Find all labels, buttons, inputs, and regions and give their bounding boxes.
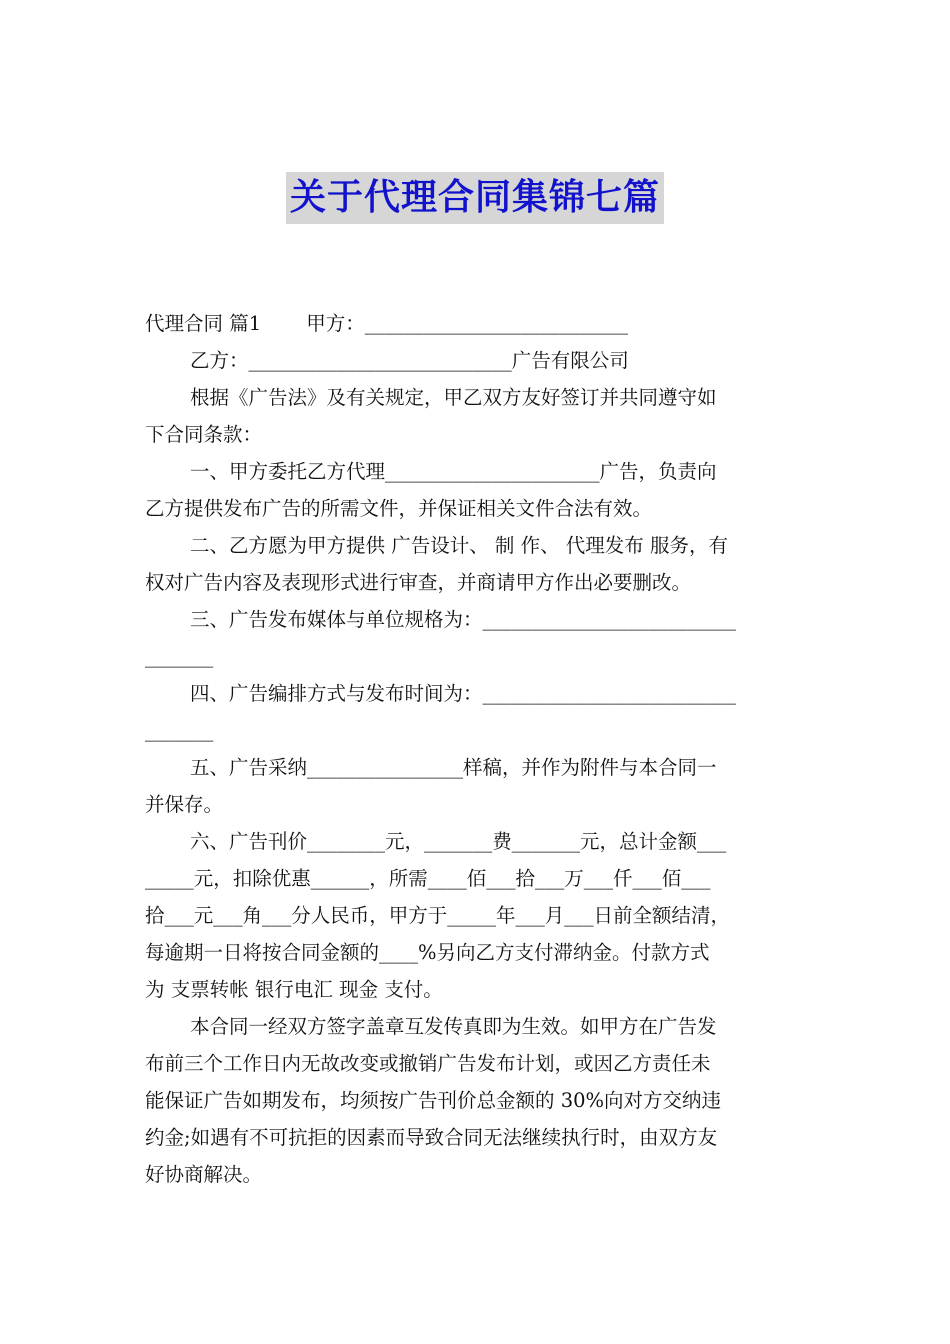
text-line: 五、广告采纳________________样稿，并作为附件与本合同一 [190,756,717,779]
text-line: 为 支票转帐 银行电汇 现金 支付。 [145,978,443,1001]
text-line: 二、乙方愿为甲方提供 广告设计、 制 作、 代理发布 服务，有 [190,534,728,557]
text-line: 三、广告发布媒体与单位规格为：__________________________ [190,608,737,631]
document-body [145,305,809,1193]
text-line: 拾___元___角___分人民币，甲方于_____年___月___日前全额结清， [145,904,731,927]
text-line: 好协商解决。 [145,1163,263,1186]
text-line: 约金;如遇有不可抗拒的因素而导致合同无法继续执行时，由双方友 [145,1126,718,1149]
text-line: 一、甲方委托乙方代理______________________广告，负责向 [190,460,717,483]
text-line: 四、广告编排方式与发布时间为：__________________________ [190,682,737,705]
text-line: _____元，扣除优惠______，所需____佰___拾___万___仟___佰___ [145,867,711,890]
text-line: 乙方：___________________________广告有限公司 [190,349,629,372]
text-line: 权对广告内容及表现形式进行审查，并商请甲方作出必要删改。 [145,571,692,594]
title-container [0,172,950,224]
text-line: _______ [145,719,214,742]
text-line: 代理合同 篇1 甲方：___________________________ [145,312,629,335]
text-line: 并保存。 [145,793,224,816]
text-line: 下合同条款： [145,423,263,446]
text-line: 能保证广告如期发布，均须按广告刊价总金额的 30%向对方交纳违 [145,1089,722,1112]
text-line: 乙方提供发布广告的所需文件，并保证相关文件合法有效。 [145,497,653,520]
text-line: 每逾期一日将按合同金额的____%另向乙方支付滞纳金。付款方式 [145,941,710,964]
text-line: 六、广告刊价________元，_______费_______元，总计金额___ [190,830,727,853]
text-line: 布前三个工作日内无故改变或撤销广告发布计划，或因乙方责任未 [145,1052,711,1075]
document-title: 关于代理合同集锦七篇 [286,172,664,224]
text-line: 本合同一经双方签字盖章互发传真即为生效。如甲方在广告发 [190,1015,717,1038]
text-line: 根据《广告法》及有关规定，甲乙双方友好签订并共同遵守如 [190,386,717,409]
text-line: _______ [145,645,214,668]
